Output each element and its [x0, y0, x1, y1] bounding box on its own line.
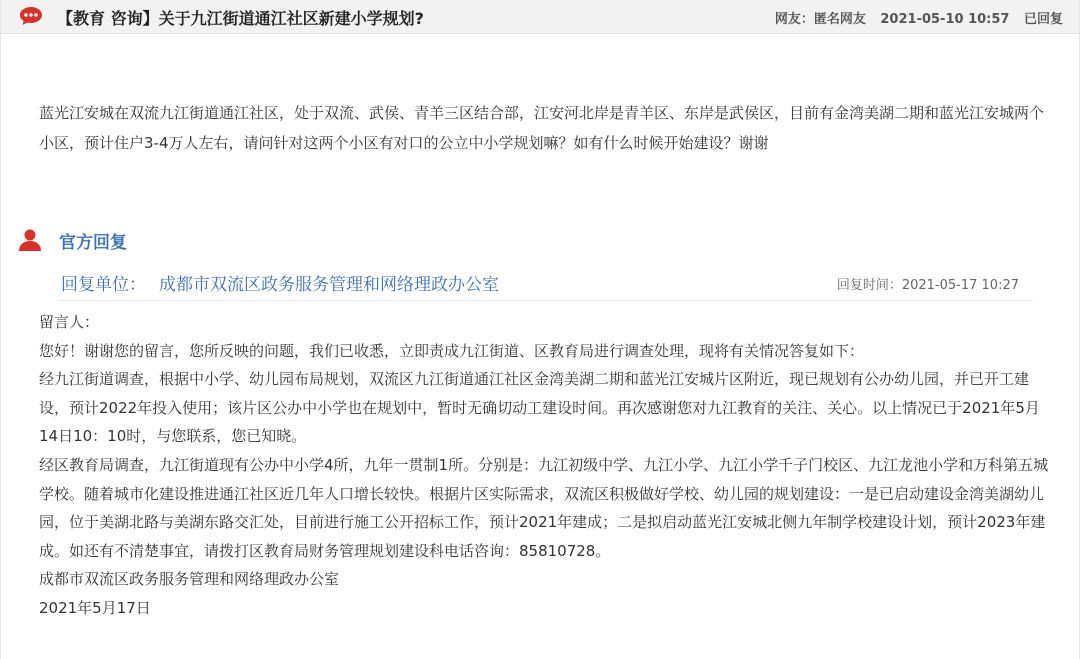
post-author: 网友：匿名网友: [774, 12, 866, 27]
post-header: [1, 0, 1079, 34]
official-reply-title: 官方回复: [59, 233, 127, 253]
reply-paragraph: 经区教育局调查，九江街道现有公办中小学4所，九年一贯制1所。分别是：九江初级中学、九江小学、九江小学千子门校区、九江龙池小学和万科第五城学校。随着城市化建设推进通江社区近几年人口增长较快。根据片区实际需求，双流区积极做好学校、幼儿园的规划建设：一是已启动建设金湾美湖幼儿园，位于美湖北路与美湖东路交汇处，目前进行施工公开招标工作，预计2021年建成；二是拟启动蓝光江安城北侧九年制学校建设计划，预计2023年建成。如还有不清楚事宜，请拨打区教育局财务管理规划建设科电话咨询：85810728。: [39, 455, 1049, 560]
question-text: 蓝光江安城在双流九江街道通江社区，处于双流、武侯、青羊三区结合部，江安河北岸是青羊区、东岸是武侯区，目前有金湾美湖二期和蓝光江安城两个小区，预计住户3-4万人左右，请问针对这两个小区有对口的公立中小学规划嘛？如有什么时候开始建设？谢谢: [39, 104, 1045, 152]
reply-greeting: 留言人：: [39, 313, 100, 331]
reply-body: [39, 308, 1051, 623]
chat-bubble-icon: [19, 6, 43, 26]
post-title: 【教育 咨询】关于九江街道通江社区新建小学规划?: [57, 9, 424, 28]
reply-unit-name: 成都市双流区政务服务管理和网络理政办公室: [159, 275, 499, 295]
reply-time: 回复时间：2021-05-17 10:27: [836, 278, 1019, 293]
reply-paragraph: 您好！谢谢您的留言，您所反映的问题，我们已收悉，立即责成九江街道、区教育局进行调查处理，现将有关情况答复如下：: [39, 341, 865, 360]
reply-signature: 成都市双流区政务服务管理和网络理政办公室: [39, 570, 340, 589]
status-badge: 已回复: [1023, 12, 1063, 27]
reply-paragraph: 经九江街道调查，根据中小学、幼儿园布局规划，双流区九江街道通江社区金湾美湖二期和蓝光江安城片区附近，现已规划有公办幼儿园，并已开工建设，预计2022年投入使用；该片区公办中小学也在规划中，暂时无确切动工建设时间。再次感谢您对九江教育的关注、关心。以上情况已于2021年5月14日10：10时，与您联系，您已知晓。: [39, 370, 1040, 446]
post-meta: [775, 8, 1063, 27]
reply-unit-label: 回复单位：: [61, 275, 146, 295]
reply-date: 2021年5月17日: [39, 598, 151, 617]
user-icon: [17, 228, 43, 252]
post-datetime: 2021-05-10 10:57: [880, 12, 1010, 27]
reply-unit-row: [59, 268, 1033, 301]
